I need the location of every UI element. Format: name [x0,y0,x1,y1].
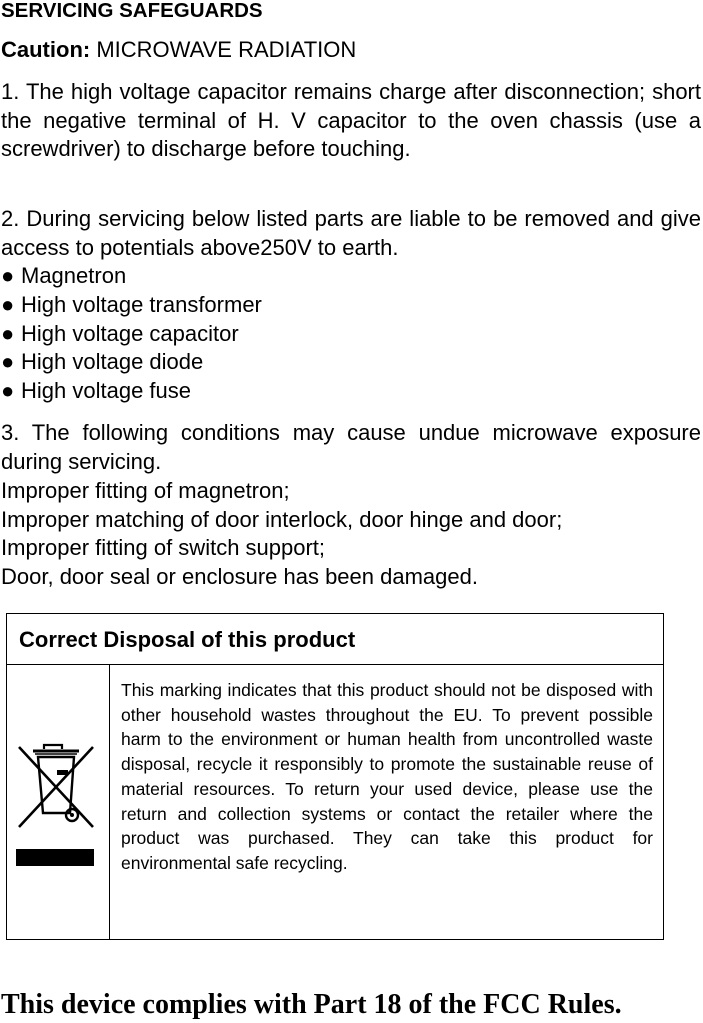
part-label: High voltage diode [21,349,204,374]
parts-list-item [1,320,239,348]
condition-line: Door, door seal or enclosure has been damaged. [1,564,478,589]
bullet: ● [1,292,15,317]
crossed-out-wheelie-bin-icon [16,743,96,829]
parts-list-item [1,291,262,319]
bullet: ● [1,378,15,403]
condition-line: Improper fitting of magnetron; [1,478,290,503]
bullet: ● [1,321,15,346]
bullet: ● [1,263,15,288]
section-heading: SERVICING SAFEGUARDS [1,0,263,22]
disposal-description: This marking indicates that this product should not be disposed with other household wastes throughout the EU. To prevent possible harm to the environment or human health from uncontrolled waste disposal, recycle it responsibly to promote the sustainable reuse of material resources. To return your used device, please use the return and collection systems or contact the retailer where the product was purchased. They can take this product for environmental safe recycling. [121,680,653,873]
disposal-icon-cell [7,665,110,939]
disposal-box [6,613,664,940]
parts-list-item [1,377,191,405]
part-label: High voltage fuse [21,378,191,403]
condition-line: Improper fitting of switch support; [1,535,326,560]
part-label: High voltage transformer [21,292,262,317]
parts-list-item [1,262,126,290]
disposal-title: Correct Disposal of this product [7,614,663,665]
item-1-paragraph: 1. The high voltage capacitor remains charge after disconnection; short the negative terminal of H. V capacitor to the oven chassis (use a screwdriver) to discharge before touching. [1,79,701,161]
condition-line: Improper matching of door interlock, door hinge and door; [1,507,563,532]
part-label: Magnetron [21,263,127,288]
bullet: ● [1,349,15,374]
part-label: High voltage capacitor [21,321,239,346]
fcc-statement: This device complies with Part 18 of the FCC Rules. [1,989,622,1020]
caution-text: MICROWAVE RADIATION [90,37,357,62]
item-3-paragraph: 3. The following conditions may cause undue microwave exposure during servicing. [1,420,701,474]
bin-underline-bar [16,849,94,866]
caution-label: Caution: [1,37,91,62]
item-2-paragraph: 2. During servicing below listed parts are liable to be removed and give access to potentials above250V to earth. [1,206,701,260]
caution-line [1,36,356,64]
parts-list-item [1,348,203,376]
